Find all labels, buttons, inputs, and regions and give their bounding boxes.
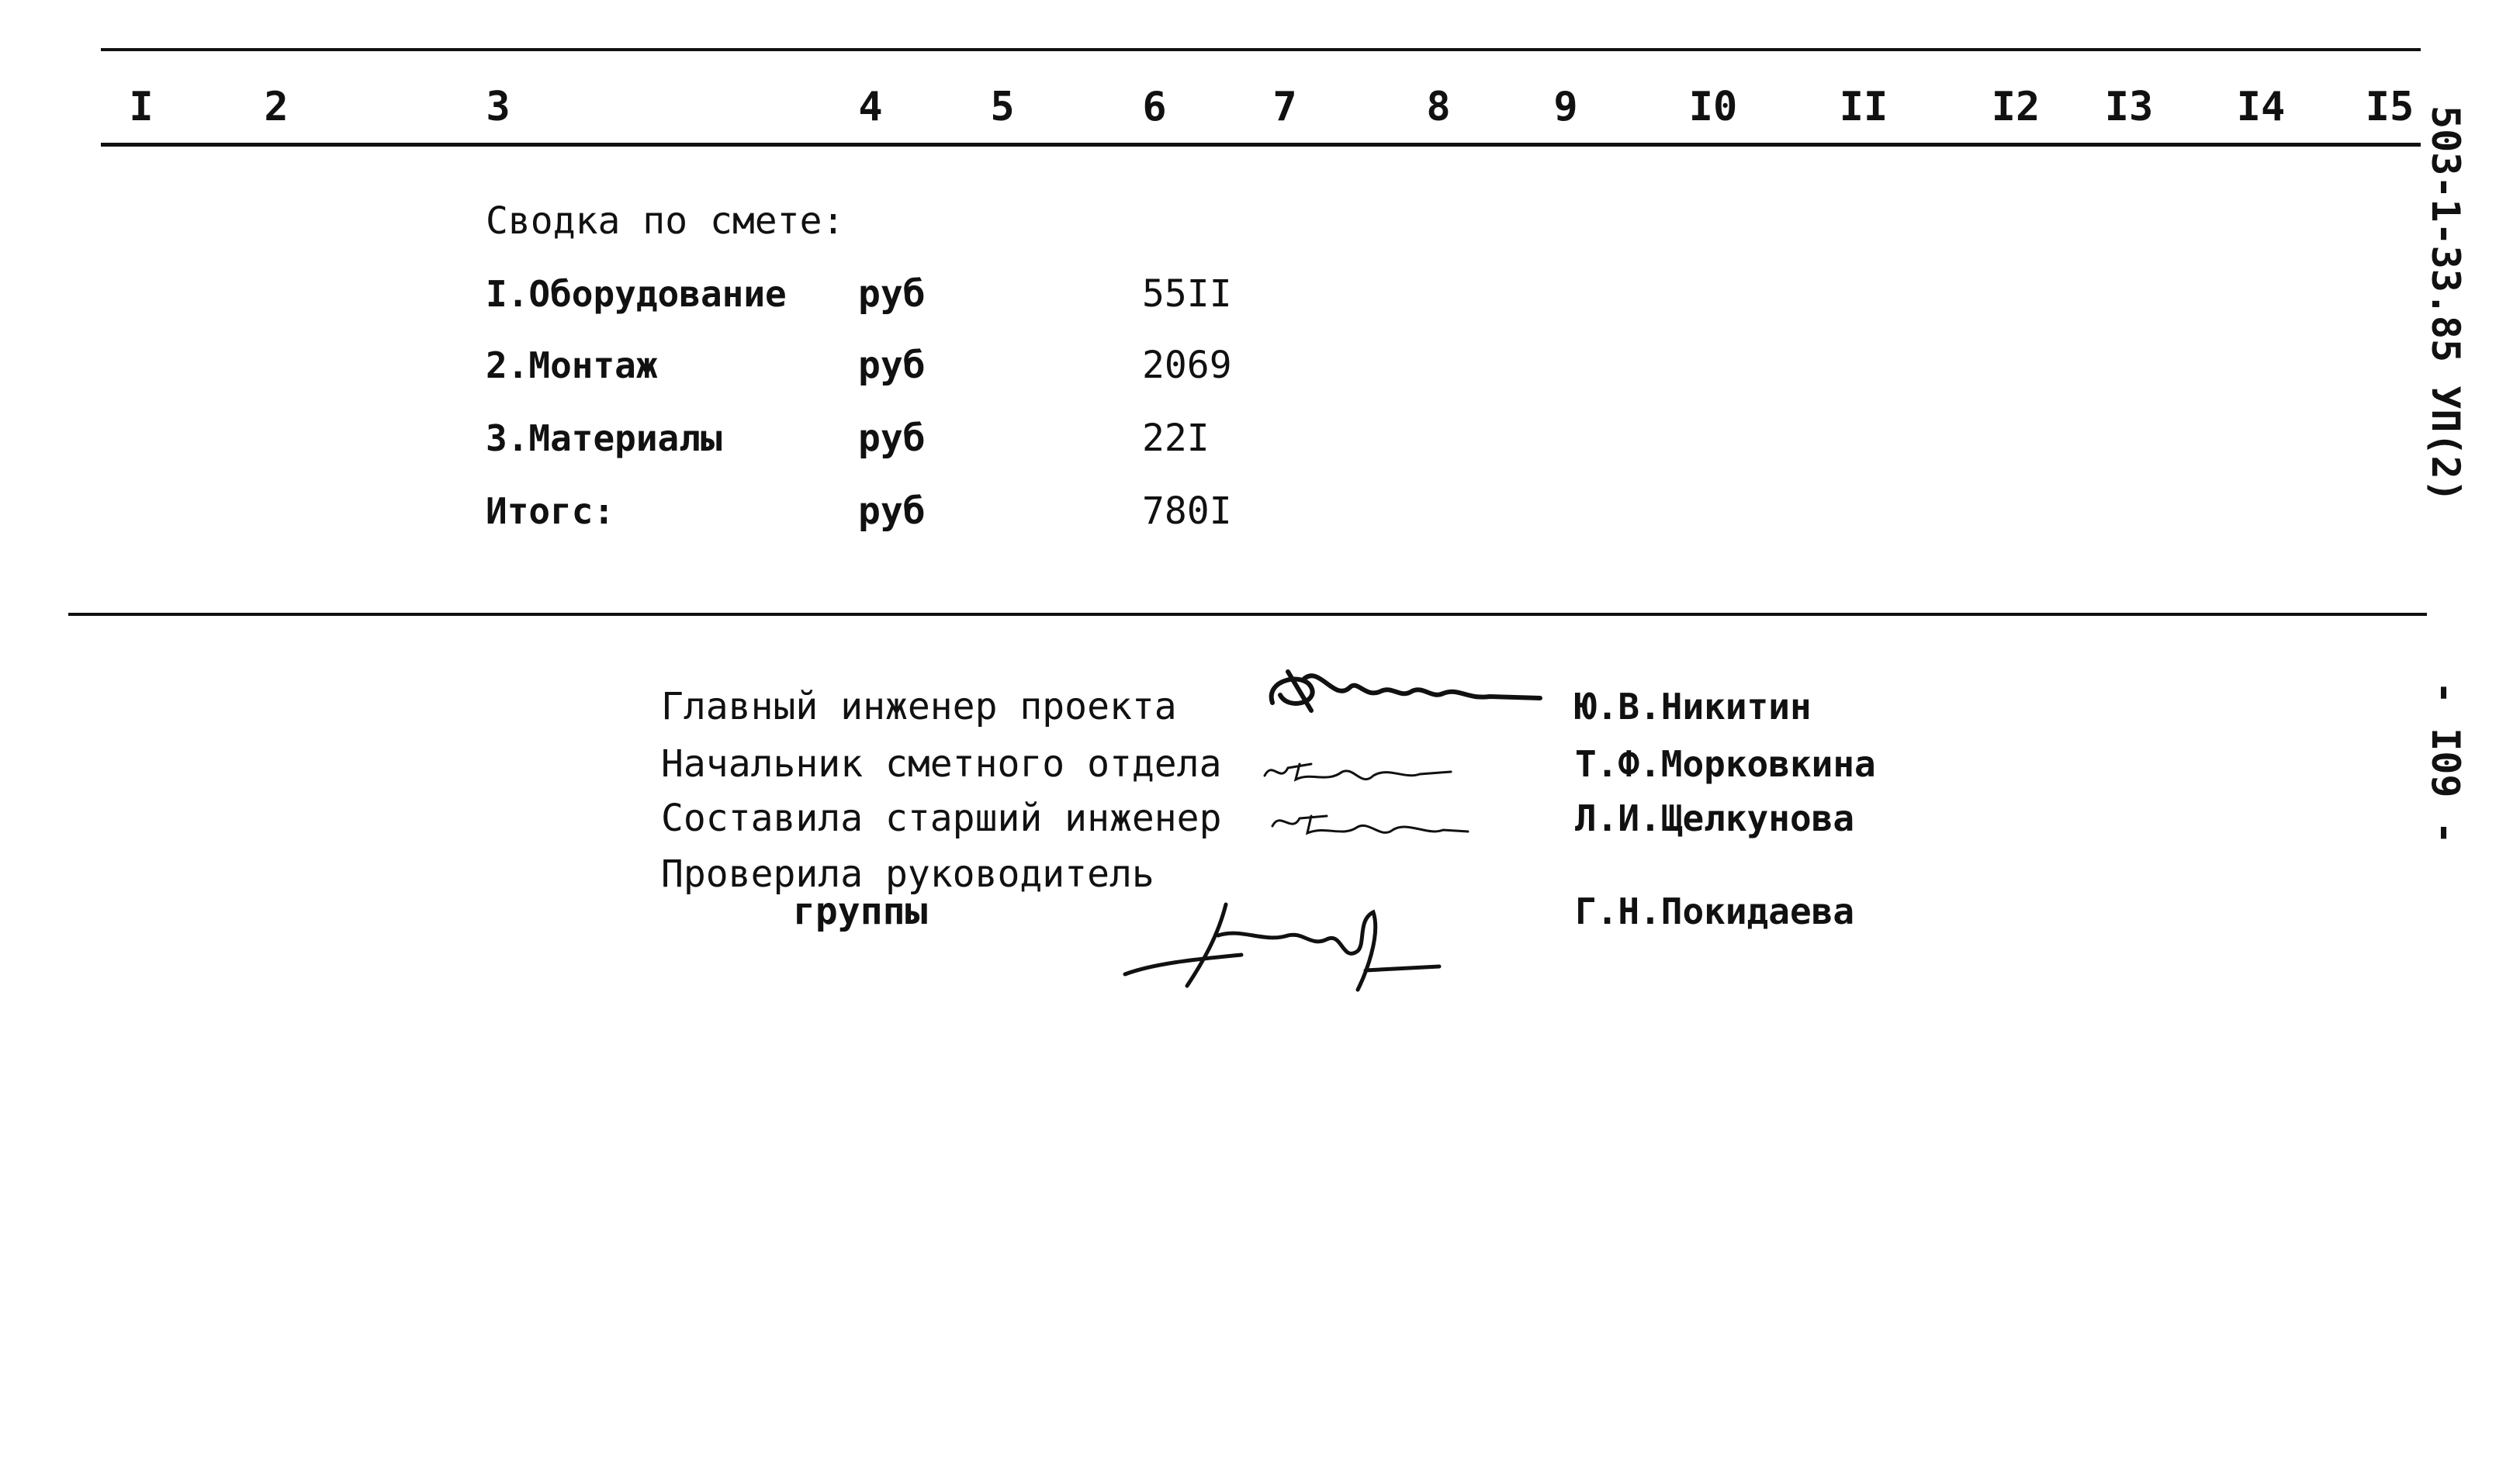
document-code: 503-1-33.85 УП(2) <box>2423 105 2468 503</box>
signatory-name: Т.Ф.Морковкина <box>1575 743 1876 785</box>
signatory-name: Ю.В.Никитин <box>1575 686 1812 728</box>
header-bottom-rule <box>101 143 2421 147</box>
column-number: 2 <box>264 84 289 130</box>
section-divider <box>68 613 2427 616</box>
summary-row-unit: руб <box>858 489 926 533</box>
column-number: I3 <box>2104 84 2154 130</box>
column-number: II <box>1839 84 1888 130</box>
summary-row-unit: руб <box>858 344 926 387</box>
signatory-name: Г.Н.Покидаева <box>1575 890 1855 932</box>
column-number: 3 <box>486 84 511 130</box>
column-number: I <box>129 84 154 130</box>
summary-row-unit: руб <box>858 272 926 316</box>
summary-row-name: 2.Монтаж <box>486 344 658 386</box>
summary-row-value: 22I <box>1142 417 1210 460</box>
column-number: 4 <box>858 84 883 130</box>
column-number: 9 <box>1553 84 1578 130</box>
summary-row-name: 3.Материалы <box>486 417 722 459</box>
signature-role: Главный инженер проекта <box>661 685 1177 728</box>
column-number: I5 <box>2365 84 2414 130</box>
summary-row-name: I.Оборудование <box>486 273 787 315</box>
signature-role: Начальник сметного отдела <box>661 742 1222 786</box>
column-number: 7 <box>1272 84 1297 130</box>
signature-role-line2: группы <box>793 890 928 933</box>
header-top-rule <box>101 48 2421 51</box>
handwritten-signature <box>1265 799 1474 845</box>
handwritten-signature <box>1257 656 1544 726</box>
handwritten-signature <box>1257 745 1459 791</box>
summary-row-value: 780I <box>1142 489 1232 533</box>
summary-row-unit: руб <box>858 417 926 460</box>
summary-title: Сводка по смете: <box>486 199 845 243</box>
summary-row-value: 55II <box>1142 272 1232 316</box>
column-number: I2 <box>1991 84 2041 130</box>
signature-role: Проверила руководитель <box>661 852 1154 896</box>
column-number: 6 <box>1142 84 1167 130</box>
summary-row-name: Итогс: <box>486 490 615 532</box>
signature-role: Составила старший инженер <box>661 797 1222 840</box>
page-number: - I09 - <box>2423 681 2468 845</box>
column-number: 8 <box>1426 84 1451 130</box>
column-number: I4 <box>2236 84 2286 130</box>
handwritten-signature <box>1109 889 1451 998</box>
summary-row-value: 2069 <box>1142 344 1232 387</box>
signatory-name: Л.И.Щелкунова <box>1575 797 1855 839</box>
column-number: 5 <box>990 84 1015 130</box>
column-number: I0 <box>1688 84 1738 130</box>
